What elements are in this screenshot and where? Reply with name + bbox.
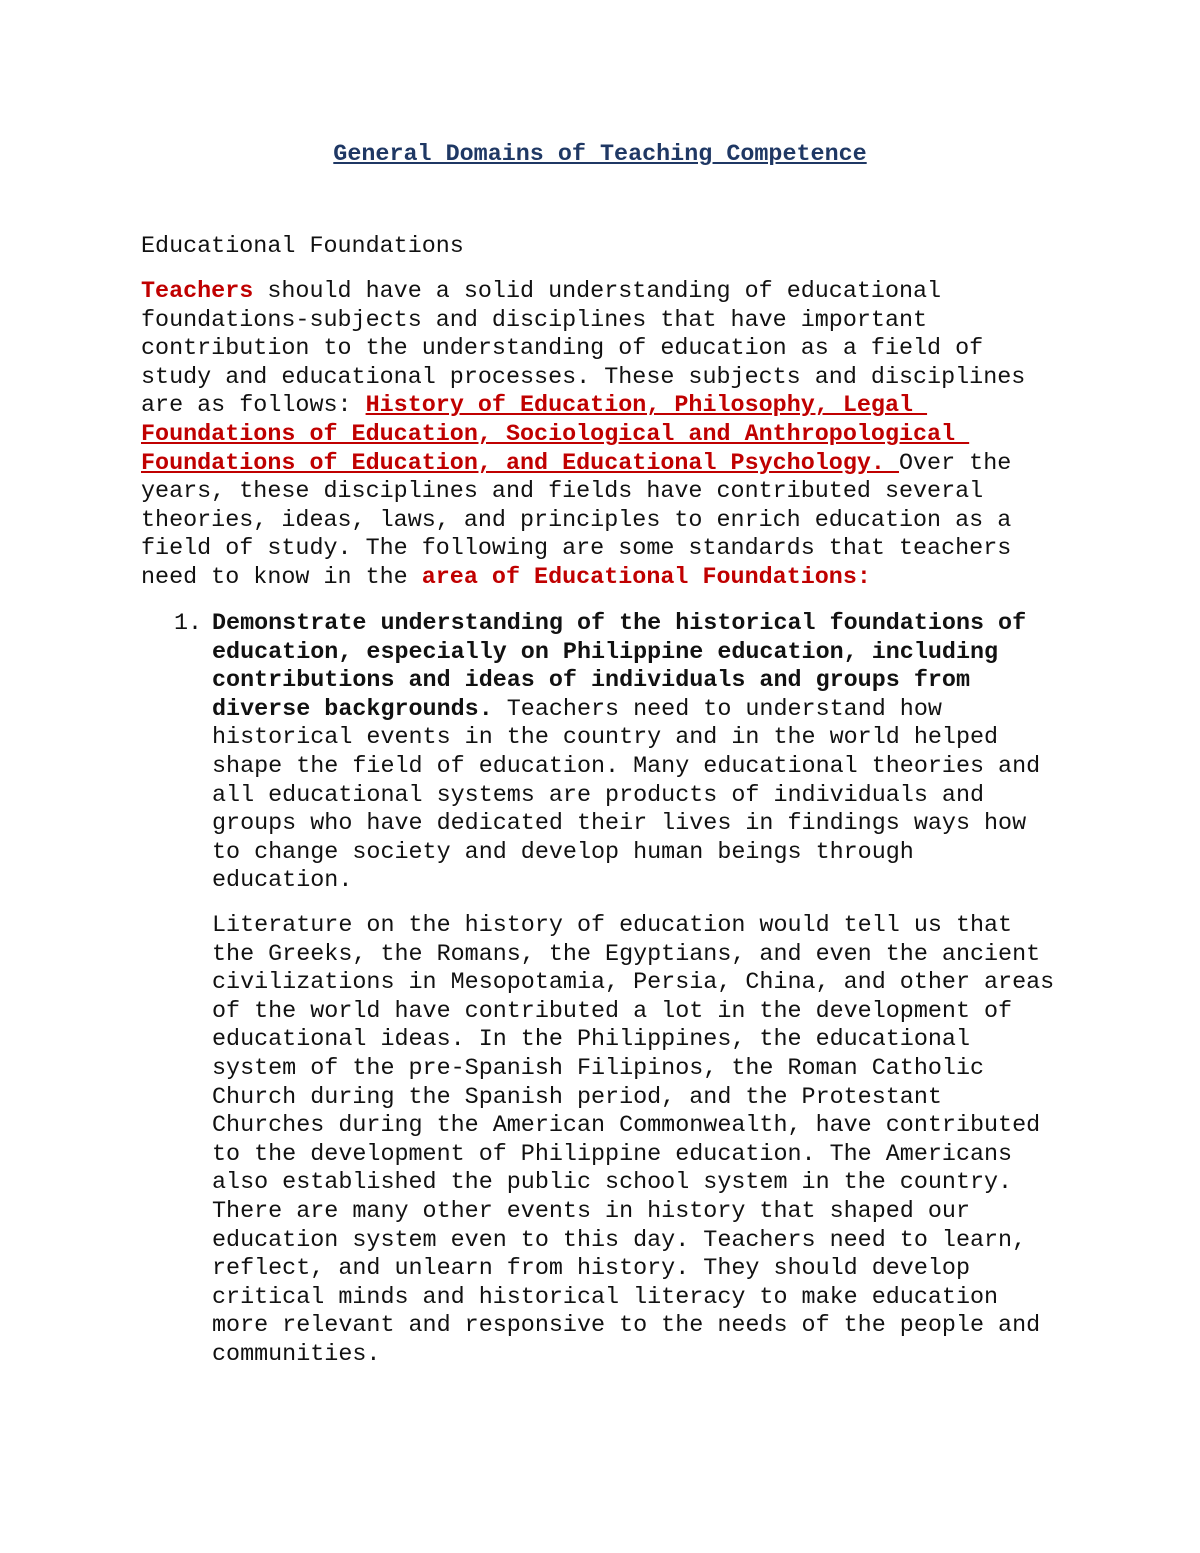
intro-text-1: should have a solid understanding of educational foundations-subjects and disciplines that have important contribution to the understanding of education as a field of study and educational processes. These subjects and disciplines are as follows: <box>141 279 1026 420</box>
area-label: area of Educational Foundations: <box>421 564 871 591</box>
intro-text-2: Over the years, these disciplines and fields have contributed several theories, ideas, laws, and principles to enrich education as a field of study. The following are some standards that teachers need to know in the <box>141 450 1012 591</box>
disciplines-line-1: History of Education, Philosophy, Legal <box>365 393 928 420</box>
intro-paragraph <box>141 278 1051 593</box>
intro-lead-word: Teachers <box>141 279 254 305</box>
list-item-number: 1. <box>174 611 203 637</box>
standard-statement: Demonstrate understanding of the historical foundations of education, especially on Philippine education, including contributions and ideas of individuals and groups from diverse backgrounds. <box>212 611 1027 723</box>
list-item <box>212 610 1072 896</box>
standard-explanation: Teachers need to understand how historical events in the country and in the world helped shape the field of education. Many educational theories and all educational systems are products of individuals and groups who have dedicated their lives in findings ways how to change society and develop human beings through education. <box>212 696 1041 895</box>
section-heading: Educational Foundations <box>141 234 464 260</box>
disciplines-line-3: Foundations of Education, and Educational Psychology. <box>141 450 899 477</box>
disciplines-line-2: Foundations of Education, Sociological and Anthropological <box>141 421 970 448</box>
page-title: General Domains of Teaching Competence <box>333 142 867 168</box>
history-paragraph: Literature on the history of education would tell us that the Greeks, the Romans, the Egyptians, and even the ancient civilizations in Mesopotamia, Persia, China, and other areas of the world have contributed a lot in the development of educational ideas. In the Philippines, the educational system of the pre-Spanish Filipinos, the Roman Catholic Church during the Spanish period, and the Protestant Churches during the American Commonwealth, have contributed to the development of Philippine education. The Americans also established the public school system in the country. There are many other events in history that shaped our education system even to this day. Teachers need to learn, reflect, and unlearn from history. They should develop critical minds and historical literacy to make education more relevant and responsive to the needs of the people and communities. <box>212 913 1055 1368</box>
